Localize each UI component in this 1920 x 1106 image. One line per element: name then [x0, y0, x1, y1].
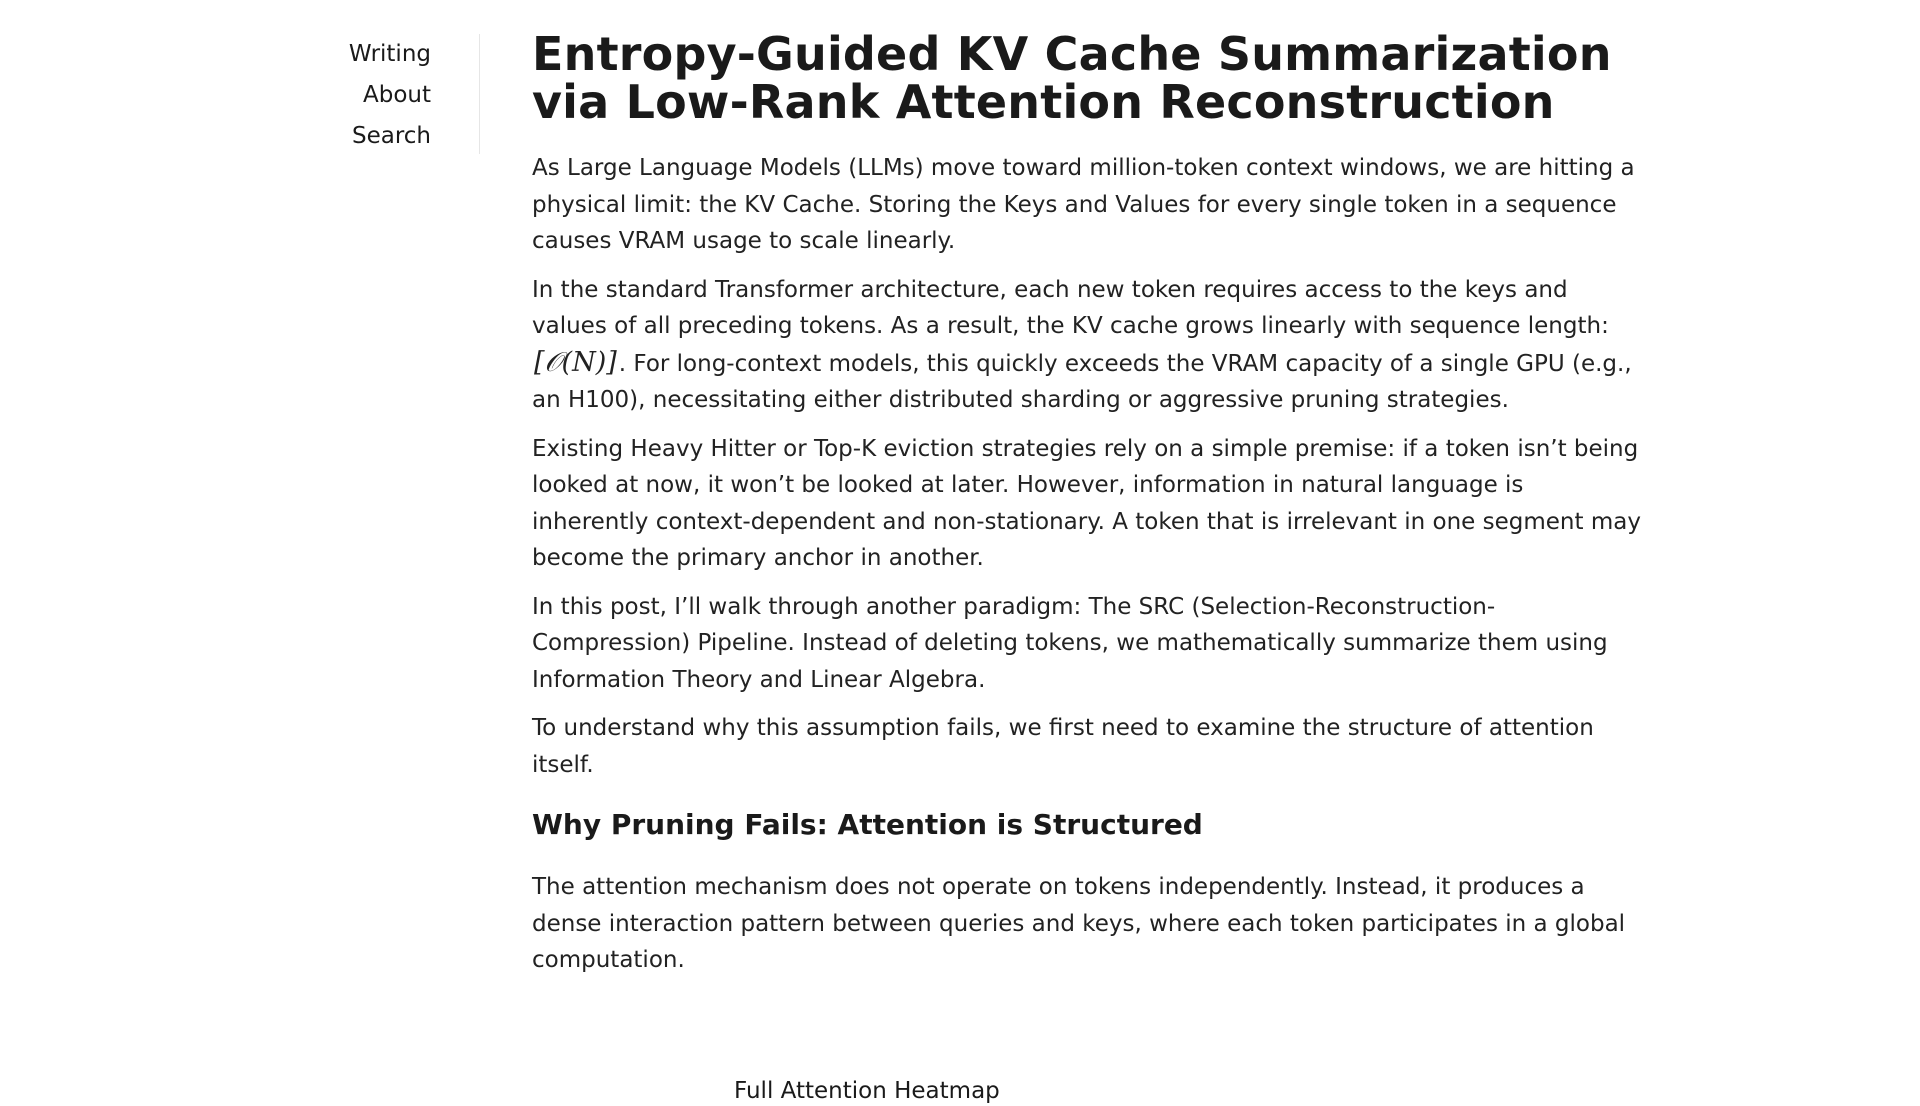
- nav-link-search[interactable]: Search: [351, 123, 431, 149]
- nav-link-about[interactable]: About: [362, 82, 431, 108]
- math-big-o: [𝒪(N)]: [534, 346, 617, 378]
- paragraph-src-pipeline: In this post, I’ll walk through another paradigm: The SRC (Selection-Reconstruction-Compression) Pipeline. Instead of deleting tokens, we mathematically summarize them using Information Theory and Linear Algebra.: [532, 593, 1608, 693]
- paragraph-intro: As Large Language Models (LLMs) move toward million-token context windows, we are hitting a physical limit: the KV Cache. Storing the Keys and Values for every single token in a sequence causes VRAM usage to scale linearly.: [532, 155, 1635, 254]
- paragraph-text: In the standard Transformer architecture, each new token requires access to the keys and values of all preceding tokens. As a result, the KV cache grows linearly with sequence length:: [532, 276, 1609, 339]
- nav-link-writing[interactable]: Writing: [348, 41, 431, 67]
- paragraph-text: . For long-context models, this quickly exceeds the VRAM capacity of a single GPU (e.g., an H100), necessitating either distributed sharding or aggressive pruning strategies.: [532, 350, 1632, 413]
- article-title: Entropy-Guided KV Cache Summarization via Low-Rank Attention Reconstruction: [532, 27, 1612, 129]
- paragraph-kv-cache-growth: [532, 272, 1642, 419]
- article: [532, 27, 1642, 991]
- paragraph-transition: To understand why this assumption fails, we first need to examine the structure of attention itself.: [532, 715, 1594, 778]
- figure-caption: Full Attention Heatmap: [734, 1078, 1000, 1104]
- paragraph-eviction-strategies: Existing Heavy Hitter or Top-K eviction strategies rely on a simple premise: if a token isn’t being looked at now, it won’t be looked at later. However, information in natural language is inherently context-dependent and non-stationary. A token that is irrelevant in one segment may become the primary anchor in another.: [532, 435, 1641, 571]
- sidebar-nav: [280, 34, 480, 154]
- section-heading: Why Pruning Fails: Attention is Structured: [532, 808, 1203, 841]
- paragraph-attention-mechanism: The attention mechanism does not operate on tokens independently. Instead, it produces a dense interaction pattern between queries and keys, where each token participates in a global computation.: [532, 874, 1626, 973]
